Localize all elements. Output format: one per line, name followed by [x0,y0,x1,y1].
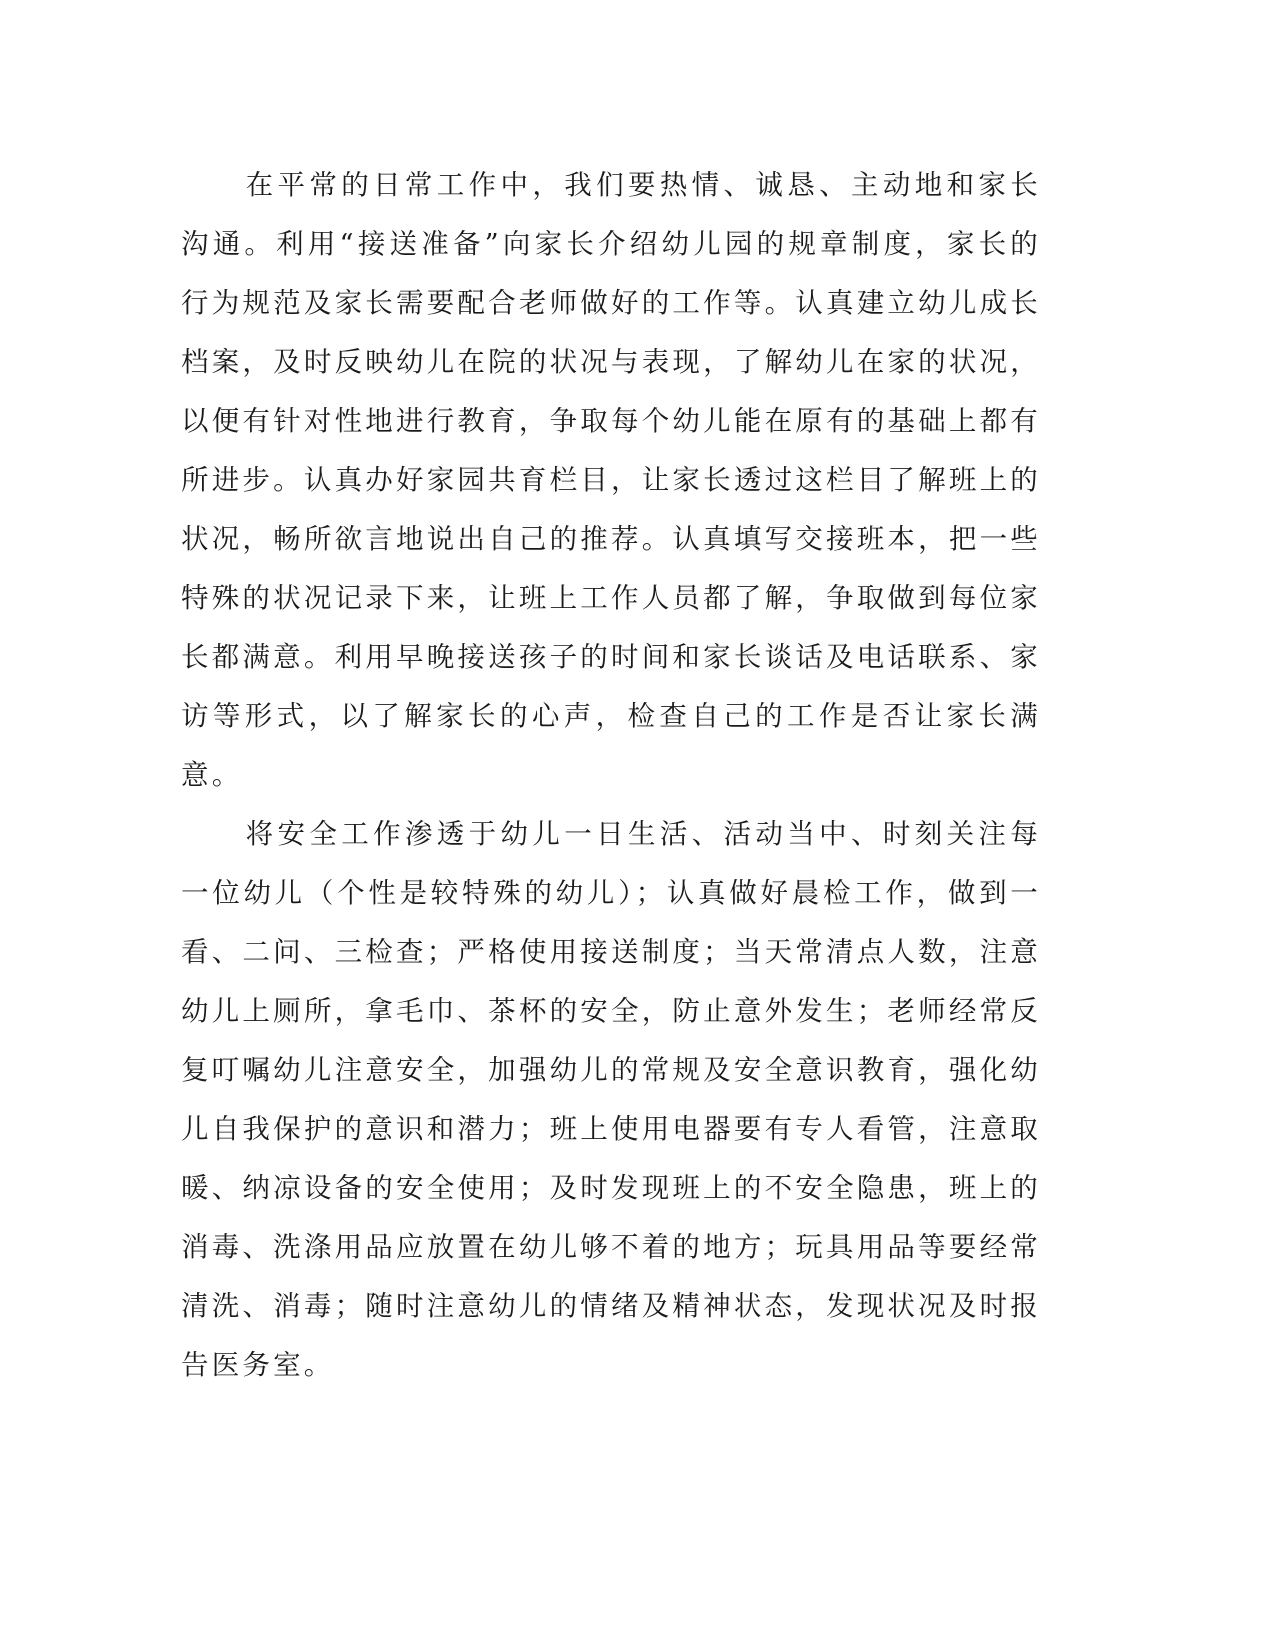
document-body [181,156,1041,1395]
paragraph-safety-work: 将安全工作渗透于幼儿一日生活、活动当中、时刻关注每一位幼儿（个性是较特殊的幼儿）；认真做好晨检工作，做到一看、二问、三检查；严格使用接送制度；当天常清点人数，注意幼儿上厕所，拿毛巾、茶杯的安全，防止意外发生；老师经常反复叮嘱幼儿注意安全，加强幼儿的常规及安全意识教育，强化幼儿自我保护的意识和潜力；班上使用电器要有专人看管，注意取暖、纳凉设备的安全使用；及时发现班上的不安全隐患，班上的消毒、洗涤用品应放置在幼儿够不着的地方；玩具用品等要经常清洗、消毒；随时注意幼儿的情绪及精神状态，发现状况及时报告医务室。 [181,818,1041,1381]
paragraph-parent-communication: 在平常的日常工作中，我们要热情、诚恳、主动地和家长沟通。利用“接送准备”向家长介绍幼儿园的规章制度，家长的行为规范及家长需要配合老师做好的工作等。认真建立幼儿成长档案，及时反映幼儿在院的状况与表现，了解幼儿在家的状况，以便有针对性地进行教育，争取每个幼儿能在原有的基础上都有所进步。认真办好家园共育栏目，让家长透过这栏目了解班上的状况，畅所欲言地说出自己的推荐。认真填写交接班本，把一些特殊的状况记录下来，让班上工作人员都了解，争取做到每位家长都满意。利用早晚接送孩子的时间和家长谈话及电话联系、家访等形式，以了解家长的心声，检查自己的工作是否让家长满意。 [181,169,1041,791]
